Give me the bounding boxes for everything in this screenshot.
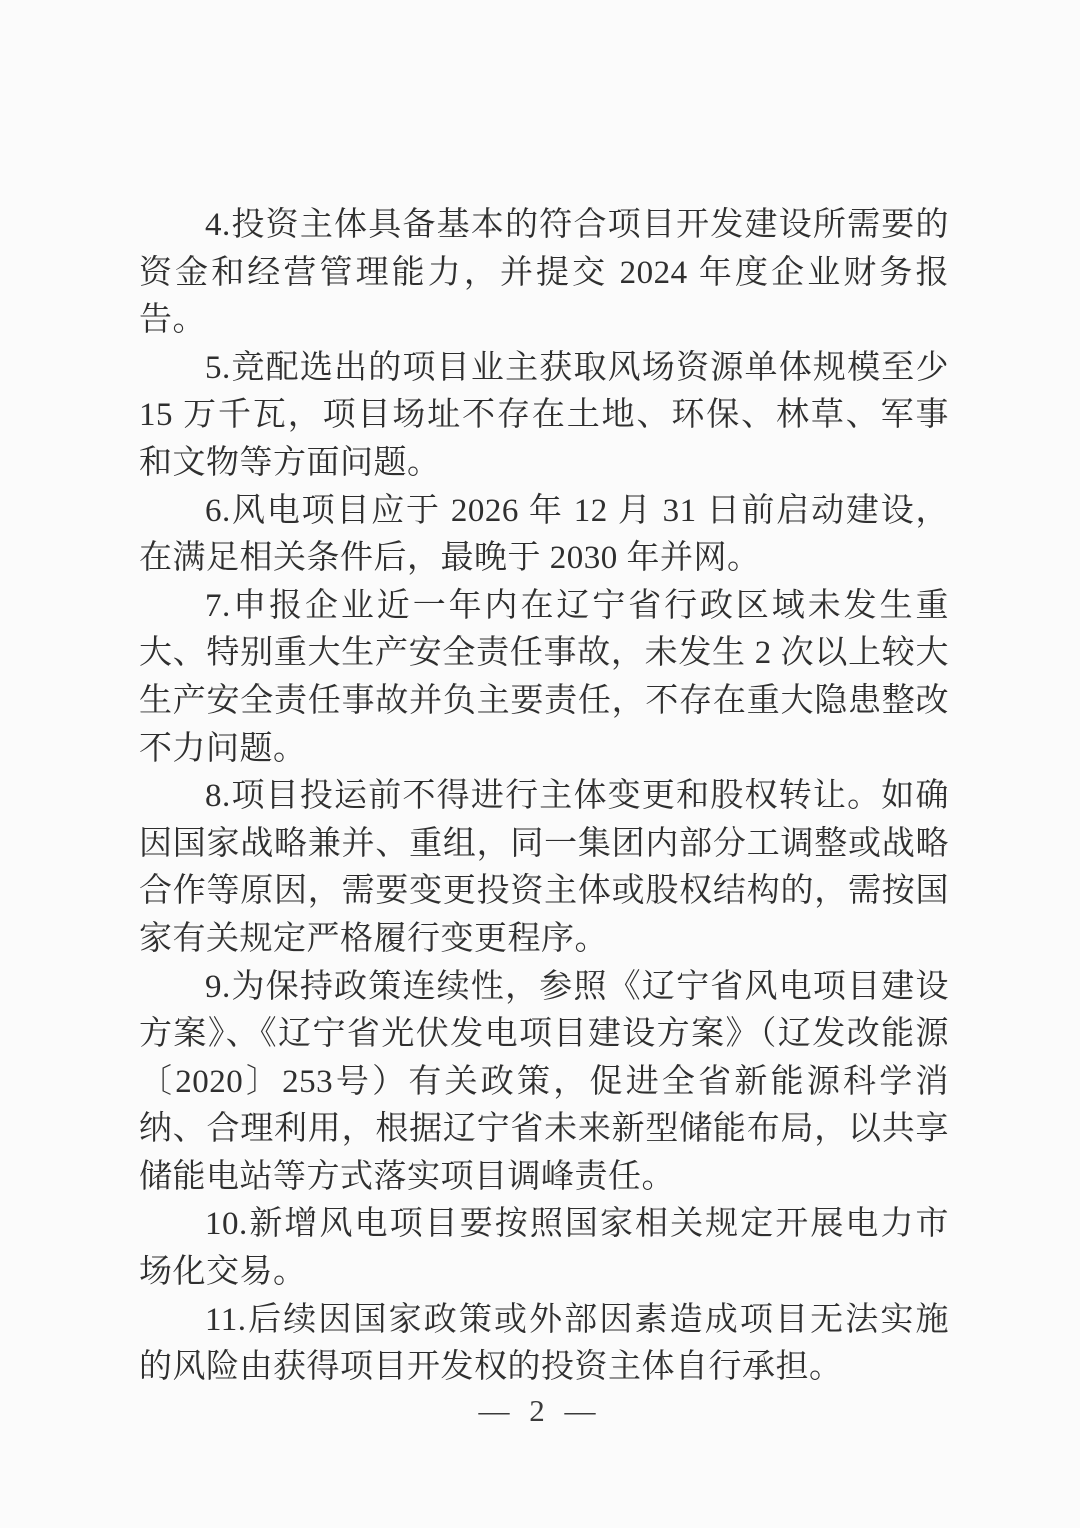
policy-item-11: 11.后续因国家政策或外部因素造成项目无法实施的风险由获得项目开发权的投资主体自行承担。 [139,1301,949,1386]
policy-item-10: 10.新增风电项目要按照国家相关规定开展电力市场化交易。 [139,1206,949,1291]
policy-item-4: 4.投资主体具备基本的符合项目开发建设所需要的资金和经营管理能力，并提交 2024 年度企业财务报告。 [139,207,949,339]
policy-item-5: 5.竞配选出的项目业主获取风场资源单体规模至少 15 万千瓦，项目场址不存在土地、环保、林草、军事和文物等方面问题。 [139,349,949,481]
page-footer [0,1393,1080,1429]
page-number: — 2 — [478,1393,602,1428]
policy-item-6: 6.风电项目应于 2026 年 12 月 31 日前启动建设，在满足相关条件后，最晚于 2030 年并网。 [139,492,949,577]
policy-item-8: 8.项目投运前不得进行主体变更和股权转让。如确因国家战略兼并、重组，同一集团内部分工调整或战略合作等原因，需要变更投资主体或股权结构的，需按国家有关规定严格履行变更程序。 [139,778,949,957]
policy-item-7: 7.申报企业近一年内在辽宁省行政区域未发生重大、特别重大生产安全责任事故，未发生 2 次以上较大生产安全责任事故并负主要责任，不存在重大隐患整改不力问题。 [139,587,949,767]
policy-item-9: 9.为保持政策连续性，参照《辽宁省风电项目建设方案》、《辽宁省光伏发电项目建设方案》（辽发改能源〔2020〕253号）有关政策，促进全省新能源科学消纳、合理利用，根据辽宁省未来新型储能布局，以共享储能电站等方式落实项目调峰责任。 [139,968,949,1195]
document-body [139,202,949,1392]
